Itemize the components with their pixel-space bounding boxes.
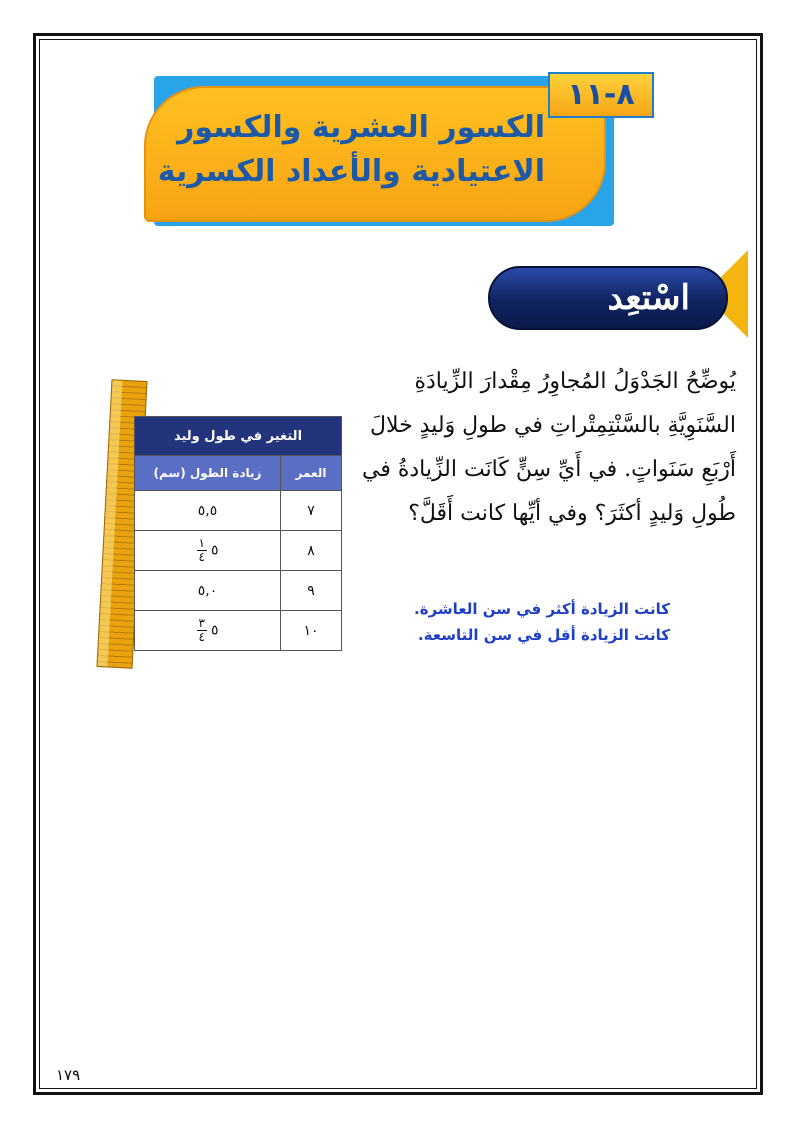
section-label: اسْتعِد	[607, 278, 690, 318]
problem-paragraph	[360, 360, 736, 536]
lesson-title-line1: الكسور العشرية والكسور	[177, 110, 545, 145]
table-header-increase: زيادة الطول (سم)	[135, 456, 281, 491]
table-cell-value	[135, 531, 281, 571]
table-row	[135, 571, 342, 611]
fraction	[197, 617, 207, 644]
fraction-denominator: ٤	[198, 630, 205, 644]
table-caption: التغير في طول وليد	[135, 417, 342, 456]
paragraph-line1: يُوضِّحُ الجَدْوَلُ المُجاوِرُ مِقْدارَ الزِّيادَةِ	[414, 369, 736, 394]
answers	[360, 596, 670, 648]
table-cell-age: ٩	[281, 571, 342, 611]
fraction-numerator: ٣	[198, 616, 205, 630]
table-cell-value: ٥,٠	[135, 571, 281, 611]
table-row	[135, 531, 342, 571]
table-cell-age: ٨	[281, 531, 342, 571]
table-cell-age: ٧	[281, 491, 342, 531]
lesson-title-line2: الاعتيادية والأعداد الكسرية	[157, 154, 545, 189]
table-header-age: العمر	[281, 456, 342, 491]
table-cell-value: ٥,٥	[135, 491, 281, 531]
lesson-title	[150, 106, 545, 194]
page-number: ١٧٩	[56, 1066, 81, 1084]
paragraph-line2: السَّنَوِيَّةِ بالسَّنْتِمِتْراتِ في طولِ وَليدٍ خلالَ	[369, 413, 736, 438]
table-row	[135, 491, 342, 531]
table-row	[135, 611, 342, 651]
answer-line1: كانت الزيادة أكثر في سن العاشرة.	[414, 600, 670, 618]
fraction	[197, 537, 207, 564]
paragraph-line4: طُولِ وَليدٍ أكثَرَ؟ وفي أيِّها كانت أَقَلَّ؟	[408, 501, 736, 526]
paragraph-line3: أَرْبَعِ سَنَواتٍ. في أَيِّ سِنٍّ كَانَت الزِّيادةُ في	[362, 457, 736, 482]
lesson-number-badge: ٨-١١	[548, 72, 654, 118]
table-cell-value	[135, 611, 281, 651]
mixed-whole: ٥	[210, 542, 219, 559]
table-cell-age: ١٠	[281, 611, 342, 651]
fraction-numerator: ١	[198, 536, 205, 550]
mixed-whole: ٥	[210, 622, 219, 639]
answer-line2: كانت الزيادة أقل في سن التاسعة.	[417, 626, 670, 644]
growth-table	[134, 416, 342, 651]
fraction-denominator: ٤	[198, 550, 205, 564]
